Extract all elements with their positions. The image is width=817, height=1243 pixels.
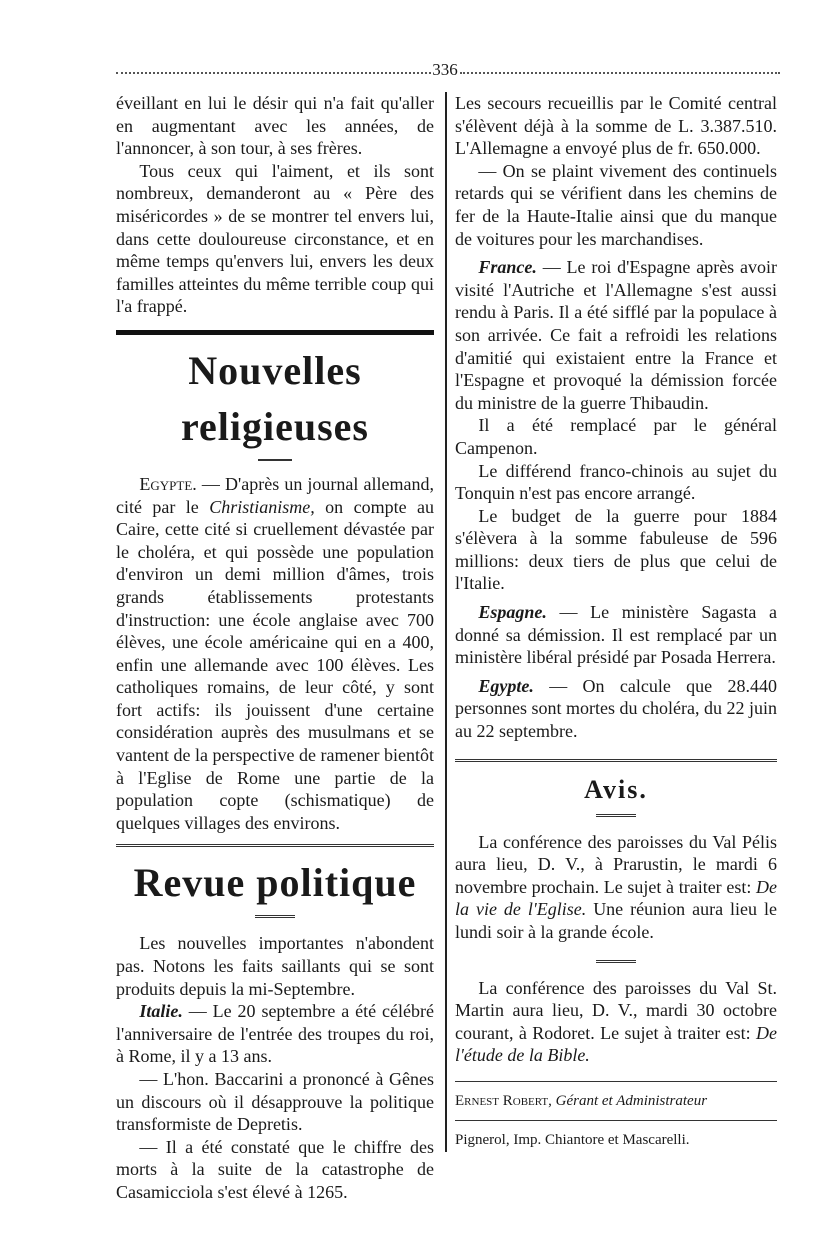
avis-divider xyxy=(455,759,777,762)
publisher-name: Ernest Robert, xyxy=(455,1092,552,1109)
notice2-text: La conférence des paroisses du Val St. Martin aura lieu, D. V., mardi 30 octobre courant, à Rodoret. Le sujet à traiter est: xyxy=(455,977,777,1043)
italie-label: Italie. xyxy=(139,1001,183,1022)
heading-dash-2 xyxy=(255,915,295,918)
casamicciola-paragraph: — Il a été constaté que le chiffre des morts à la suite de la catastrophe de Casamicciola s'est élevé à 1265. xyxy=(116,1136,434,1202)
publisher-line xyxy=(455,1090,777,1112)
religious-news-heading: Nouvelles religieuses xyxy=(180,347,369,449)
left-column xyxy=(116,92,434,1204)
retards-paragraph: — On se plaint vivement des continuels retards qui se vérifient dans les chemins de fer de la Haute-Italie ainsi que du manque de voitures pour les marchandises. xyxy=(455,160,777,249)
header-rule-left xyxy=(116,72,431,82)
secours-paragraph: Les secours recueillis par le Comité central s'élèvent déjà à la somme de L. 3.387.510. L'Allemagne a envoyé plus de fr. 650.000. xyxy=(455,93,777,159)
footer-rule-2 xyxy=(455,1120,777,1121)
right-column xyxy=(455,92,777,1151)
italie-text: — Le 20 septembre a été célébré l'anniversaire de l'entrée des troupes du roi, à Rome, il y a 13 ans. xyxy=(116,1001,434,1067)
budget-paragraph: Le budget de la guerre pour 1884 s'élèvera à la somme fabuleuse de 596 millions: deux tiers de plus que celui de l'Italie. xyxy=(455,505,777,594)
notice1-tail: Une réunion aura lieu le lundi soir à la grande école. xyxy=(455,899,777,942)
notice-val-pelis xyxy=(455,831,777,944)
christianisme-title: Christianisme, xyxy=(209,496,315,517)
column-divider xyxy=(445,92,447,1152)
tonquin-paragraph: Le différend franco-chinois au sujet du Tonquin n'est pas encore arrangé. xyxy=(455,460,777,504)
notice-val-st-martin xyxy=(455,977,777,1067)
france-label: France. xyxy=(478,257,537,278)
egypt-text-a: — D'après un journal allemand, cité par le xyxy=(116,473,434,517)
baccarini-paragraph: — L'hon. Baccarini a prononcé à Gênes un discours où il désapprouve la politique transformiste de Depretis. xyxy=(116,1069,434,1135)
espagne-label: Espagne. xyxy=(478,602,547,623)
espagne-item xyxy=(455,601,777,669)
political-review-heading: Revue politique xyxy=(133,860,417,906)
imprint-line: Pignerol, Imp. Chiantore et Mascarelli. xyxy=(455,1131,690,1148)
egypt-religious-item xyxy=(116,473,434,835)
avis-heading: Avis. xyxy=(584,774,648,804)
italie-item xyxy=(116,1000,434,1068)
espagne-text: — Le ministère Sagasta a donné sa démission. Il est remplacé par un ministère libéral présidé par Posada Herrera. xyxy=(455,602,777,668)
heading-dash xyxy=(258,459,292,461)
page-number: 336 xyxy=(432,60,458,79)
notice2-subject: De l'étude de la Bible. xyxy=(455,1022,777,1066)
notice1-subject: De la vie de l'Eglise. xyxy=(455,876,777,920)
intro-paragraph-2: Tous ceux qui l'aiment, et ils sont nombreux, demanderont au « Père des miséricordes » de se montrer tel envers lui, dans cette douloureuse circonstance, et en même temps qu'envers lui, envers les deux familles atteintes du même terrible coup qui l'a frappé. xyxy=(116,160,434,317)
footer-rule xyxy=(455,1081,777,1082)
section-divider xyxy=(116,330,434,335)
egypte-text: — On calcule que 28.440 personnes sont mortes du choléra, du 22 juin au 22 septembre. xyxy=(455,675,777,742)
notice1-text: La conférence des paroisses du Val Pélis aura lieu, D. V., à Prarustin, le mardi 6 novembre prochain. Le sujet à traiter est: xyxy=(455,831,777,897)
intro-paragraph-1: éveillant en lui le désir qui n'a fait qu'aller en augmentant avec les années, de l'annoncer, à son tour, à ses frères. xyxy=(116,93,434,159)
avis-dash xyxy=(596,814,636,817)
egypte-political-item xyxy=(455,675,777,743)
egypt-text-b: on compte au Caire, cette cité si cruellement dévastée par le choléra, et qui possède une population d'environ un demi million d'âmes, trois grands établissements protestants d'instruction: une école anglaise avec 700 élèves, une école américaine qui en a 400, enfin une allemande avec 100 élèves. Les catholiques romains, de leur côté, y sont fort actifs: ils jouissent d'une certaine considération auprès des musulmans et se vantent de la perspective de ramener bientôt à l'Eglise de Rome une partie de la population copte (schismatique) de quelques villages des environs. xyxy=(116,496,434,833)
egypt-label: Egypte. xyxy=(139,473,197,494)
publisher-role: Gérant et Administrateur xyxy=(555,1092,708,1109)
political-intro: Les nouvelles importantes n'abondent pas. Notons les faits saillants qui se sont produits depuis la mi-Septembre. xyxy=(116,933,434,999)
notice-separator xyxy=(596,960,636,963)
header-rule-right xyxy=(460,72,780,82)
section-divider-2 xyxy=(116,844,434,847)
france-text: — Le roi d'Espagne après avoir visité l'Autriche et l'Allemagne s'est aussi rendu à Paris. Il a été sifflé par la populace à son arrivée. Ce fait a refroidi les relations d'amitié qui existaient entre la France et l'Espagne et provoqué la démission forcée du ministre de la guerre Thibaudin. xyxy=(455,257,777,413)
egypte-label: Egypte. xyxy=(478,675,534,696)
france-item xyxy=(455,256,777,414)
campenon-paragraph: Il a été remplacé par le général Campenon. xyxy=(455,415,777,458)
